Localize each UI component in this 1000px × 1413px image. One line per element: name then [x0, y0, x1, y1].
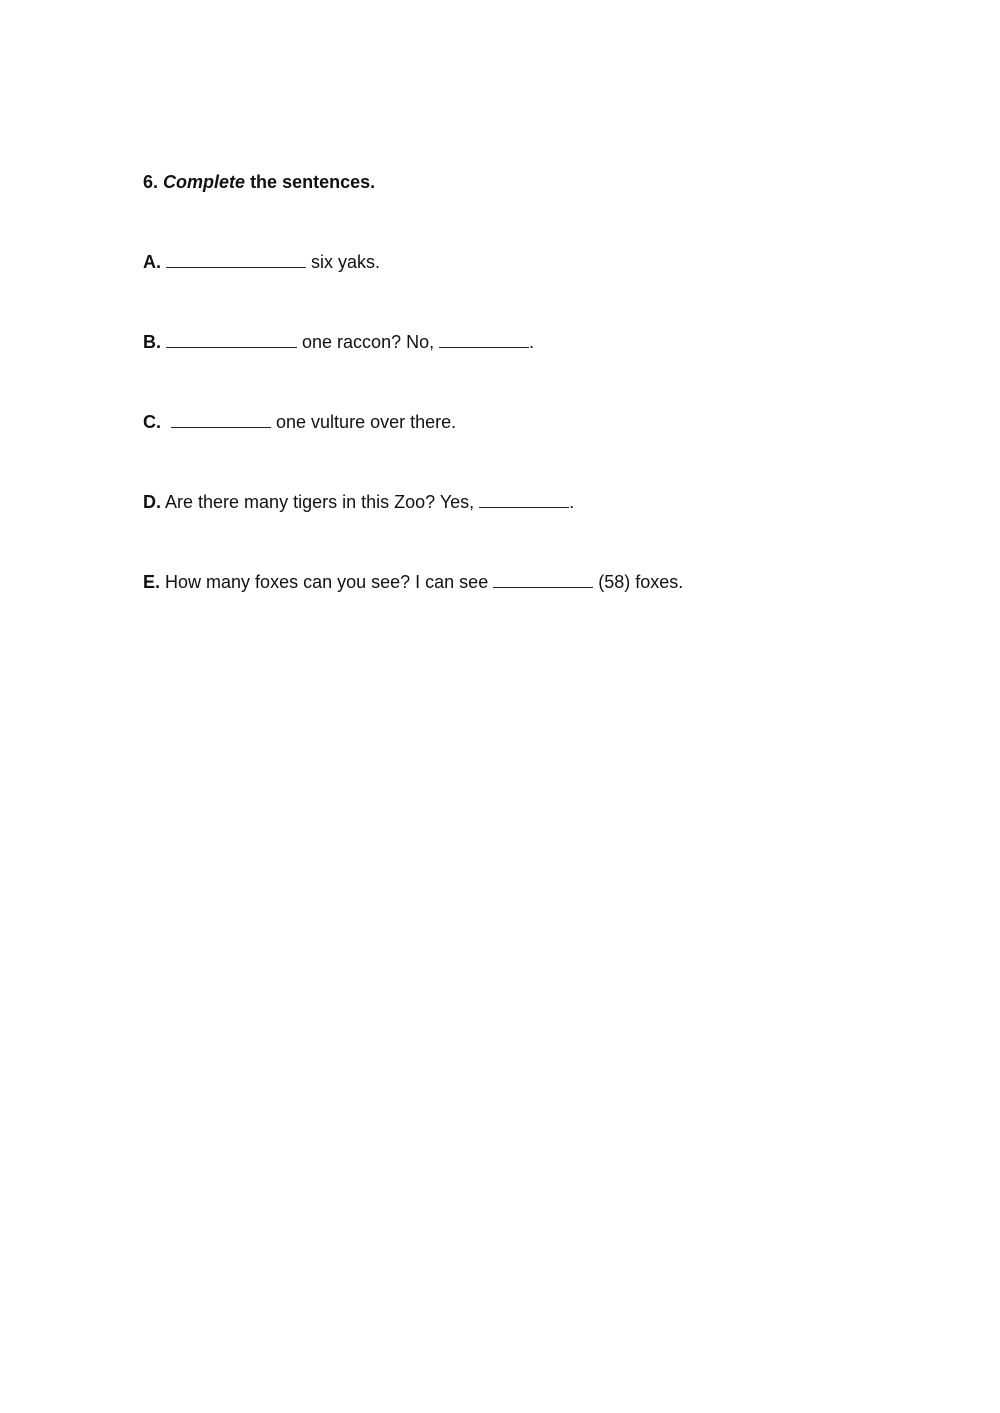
- exercise-title: [143, 170, 943, 194]
- exercise-instruction: the sentences.: [250, 172, 376, 192]
- answer-blank[interactable]: [479, 490, 569, 508]
- sentence-list: [143, 250, 943, 594]
- sentence-d: [143, 490, 943, 514]
- sentence-text: How many foxes can you see? I can see: [165, 572, 494, 592]
- exercise-verb: Complete: [163, 172, 246, 192]
- exercise-number: 6.: [143, 172, 159, 192]
- answer-blank[interactable]: [166, 330, 297, 348]
- sentence-a: [143, 250, 943, 274]
- sentence-b: [143, 330, 943, 354]
- sentence-label: D.: [143, 492, 161, 512]
- exercise-6: [143, 170, 943, 650]
- sentence-text: one vulture over there.: [271, 412, 457, 432]
- sentence-text: (58) foxes.: [593, 572, 684, 592]
- answer-blank[interactable]: [439, 330, 529, 348]
- sentence-e: [143, 570, 943, 594]
- sentence-text: one raccon? No,: [297, 332, 440, 352]
- sentence-label: E.: [143, 572, 161, 592]
- sentence-text: Are there many tigers in this Zoo? Yes,: [165, 492, 480, 512]
- answer-blank[interactable]: [171, 410, 271, 428]
- answer-blank[interactable]: [166, 250, 306, 268]
- sentence-text: six yaks.: [306, 252, 381, 272]
- sentence-label: C.: [143, 412, 161, 432]
- answer-blank[interactable]: [493, 570, 593, 588]
- sentence-label: B.: [143, 332, 161, 352]
- sentence-label: A.: [143, 252, 161, 272]
- sentence-text: .: [529, 332, 535, 352]
- sentence-text: .: [569, 492, 575, 512]
- sentence-c: [143, 410, 943, 434]
